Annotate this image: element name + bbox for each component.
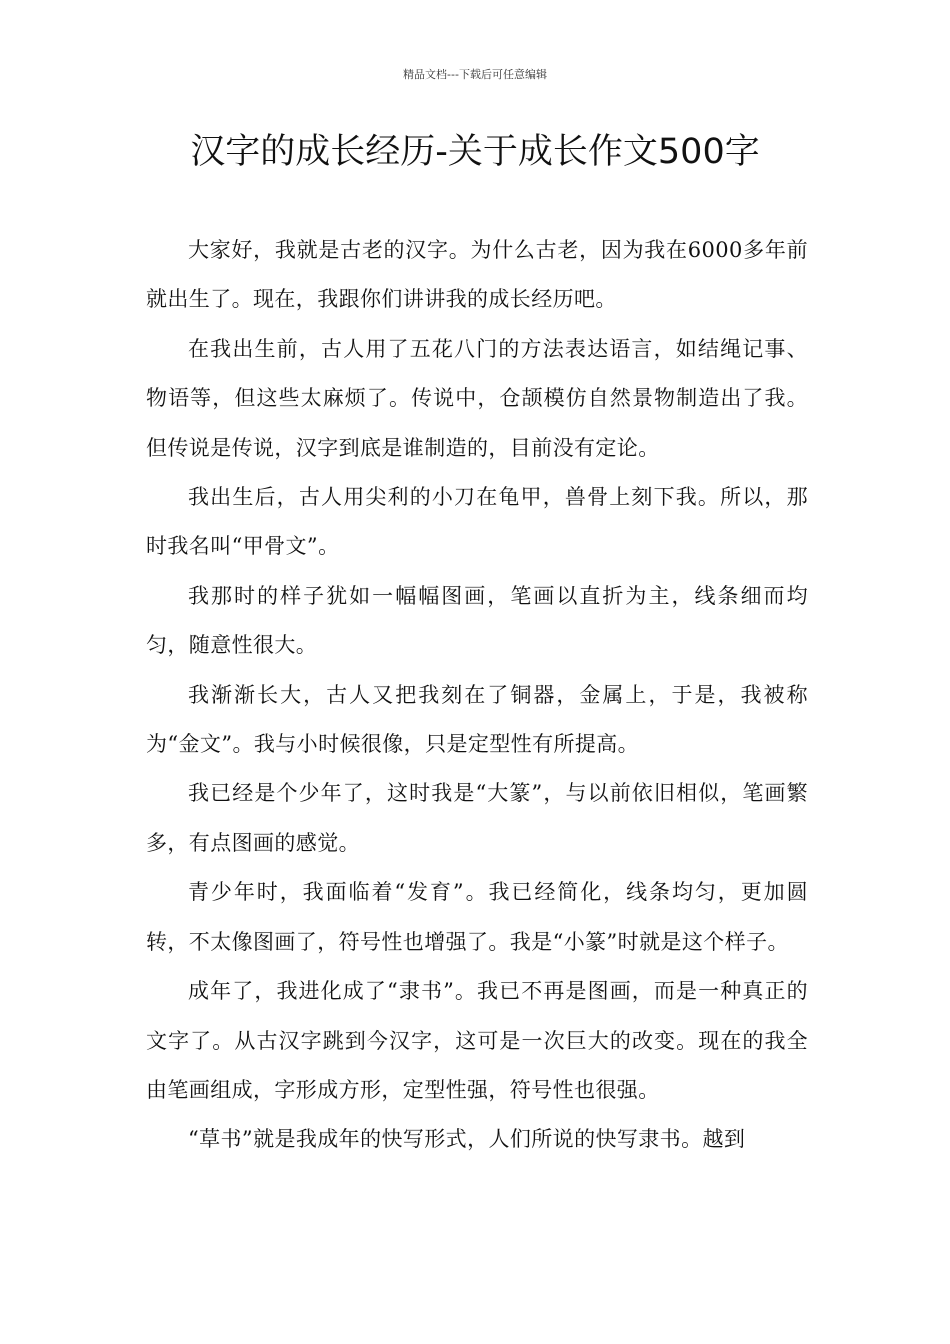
paragraph-6: 我已经是个少年了，这时我是“大篆”，与以前依旧相似，笔画繁多，有点图画的感觉。 bbox=[146, 781, 808, 855]
paragraph-9: “草书”就是我成年的快写形式，人们所说的快写隶书。越到 bbox=[188, 1127, 746, 1152]
document-title: 汉字的成长经历-关于成长作文500字 bbox=[190, 132, 760, 172]
paragraph-5: 我渐渐长大，古人又把我刻在了铜器，金属上，于是，我被称为“金文”。我与小时候很像，只是定型性有所提高。 bbox=[146, 682, 808, 757]
paragraph-8: 成年了，我进化成了“隶书”。我已不再是图画，而是一种真正的文字了。从古汉字跳到今汉字，这可是一次巨大的改变。现在的我全由笔画组成，字形成方形，定型性强，符号性也很强。 bbox=[146, 979, 808, 1102]
paragraph-1: 大家好，我就是古老的汉字。为什么古老，因为我在6000多年前就出生了。现在，我跟你们讲讲我的成长经历吧。 bbox=[146, 238, 808, 312]
paragraph-7: 青少年时，我面临着“发育”。我已经简化，线条均匀，更加圆转，不太像图画了，符号性也增强了。我是“小篆”时就是这个样子。 bbox=[146, 880, 808, 954]
header-note: 精品文档---下载后可任意编辑 bbox=[403, 68, 547, 81]
paragraph-4: 我那时的样子犹如一幅幅图画，笔画以直折为主，线条细而均匀，随意性很大。 bbox=[146, 583, 808, 658]
document-body bbox=[146, 226, 808, 1165]
paragraph-2: 在我出生前，古人用了五花八门的方法表达语言，如结绳记事、物语等，但这些太麻烦了。传说中，仓颉模仿自然景物制造出了我。但传说是传说，汉字到底是谁制造的，目前没有定论。 bbox=[146, 336, 808, 460]
paragraph-3: 我出生后，古人用尖利的小刀在龟甲，兽骨上刻下我。所以，那时我名叫“甲骨文”。 bbox=[146, 485, 808, 559]
